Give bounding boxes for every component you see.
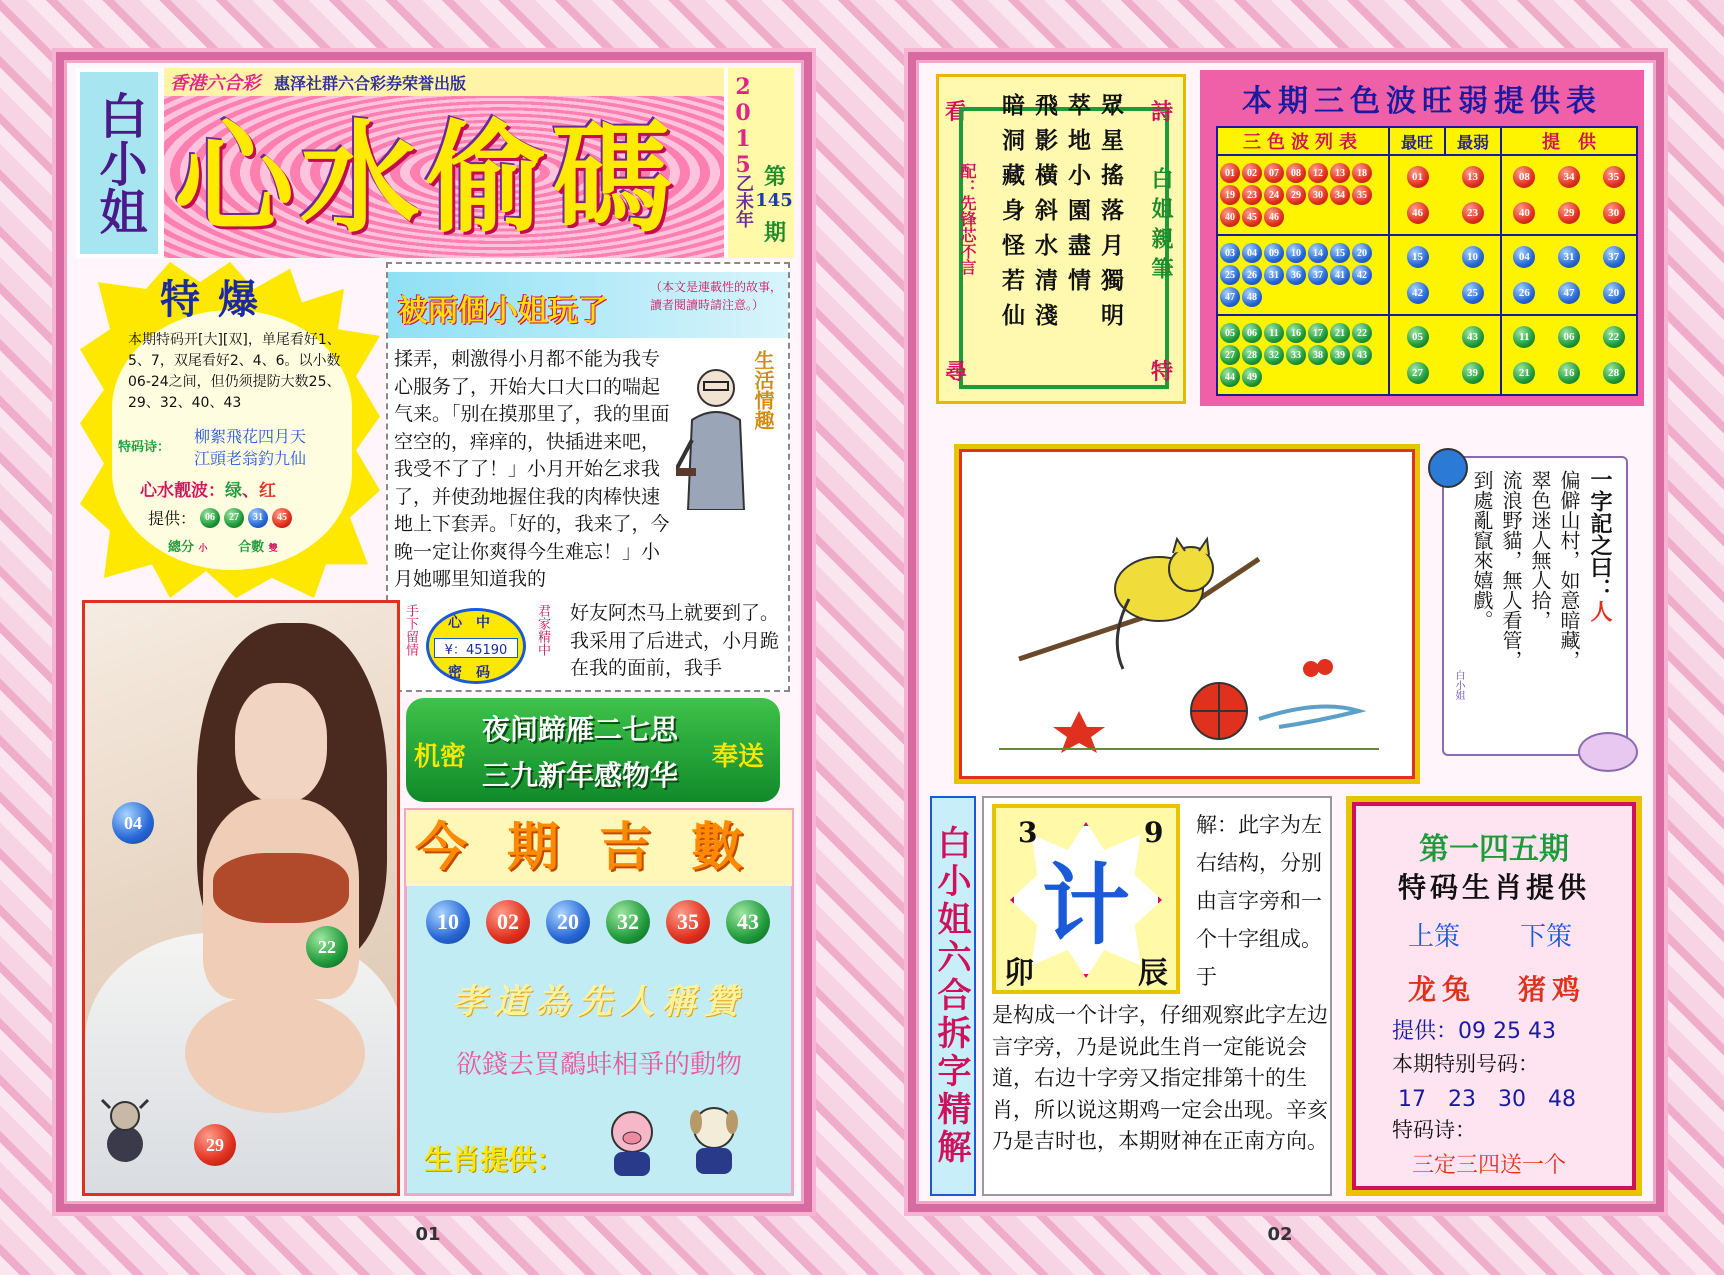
tebao-wave-red: 红	[259, 481, 276, 501]
wave-ball: 16	[1558, 362, 1580, 384]
chaizi-char: 计	[1041, 853, 1130, 957]
stamp-bottom: 密码	[448, 665, 504, 681]
story-para2: 好友阿杰马上就要到了。我采用了后进式，小月跪在我的面前，我手	[570, 602, 780, 679]
wave-ball: 47	[1558, 282, 1580, 304]
story-header	[388, 272, 788, 338]
jishu-ball: 10	[426, 900, 470, 944]
poem-top-left: 看	[945, 99, 968, 125]
zodiac-poem-label: 特码诗：	[1392, 1118, 1476, 1142]
wave-nums	[1220, 163, 1386, 227]
poem-box	[936, 74, 1186, 404]
wave-ball: 35	[1603, 166, 1625, 188]
scroll-answer: 人	[1587, 600, 1613, 622]
masthead-issue-prefix: 第	[763, 164, 786, 190]
chaizi-char-box	[992, 804, 1180, 994]
masthead-date-box	[728, 68, 794, 258]
wave-ball: 21	[1513, 362, 1535, 384]
scroll-line: 到處亂竄來嬉戲。	[1470, 470, 1494, 630]
tebao-ball: 06	[200, 508, 220, 528]
wave-row-green	[1217, 315, 1637, 395]
poem-bottom-right: 特	[1151, 359, 1174, 385]
wave-ball: 29	[1286, 185, 1306, 205]
photo-ball: 22	[306, 926, 348, 968]
wave-ball: 43	[1352, 345, 1372, 365]
tebao-wave-label: 心水靓波：	[140, 481, 225, 501]
wave-ball: 27	[1407, 362, 1429, 384]
wave-ball: 46	[1264, 207, 1284, 227]
wave-ball: 06	[1242, 323, 1262, 343]
poem-top-right: 詩	[1151, 99, 1174, 125]
zodiac-box	[1346, 796, 1642, 1196]
tebao-wave-green: 绿	[225, 481, 242, 501]
tebao-sum-label1: 總分	[168, 540, 195, 555]
zodiac-lower: 猪鸡	[1518, 973, 1587, 1006]
masthead-year-label: 乙未年	[733, 174, 754, 228]
wave-ball: 49	[1242, 367, 1262, 387]
wave-header: 最旺	[1389, 127, 1445, 155]
wave-ball: 19	[1220, 185, 1240, 205]
tebao-poem-line2: 江頭老翁釣九仙	[194, 449, 307, 468]
pig-icon	[602, 1108, 662, 1178]
masthead-topline-left: 香港六合彩	[170, 73, 260, 94]
jishu-ball: 32	[606, 900, 650, 944]
wave-ball: 35	[1352, 185, 1372, 205]
wave-ball: 20	[1352, 243, 1372, 263]
wave-ball: 22	[1352, 323, 1372, 343]
wave-ball: 34	[1330, 185, 1350, 205]
wave-ball: 23	[1462, 202, 1484, 224]
wave-ball: 26	[1513, 282, 1535, 304]
scroll-roll-top	[1428, 448, 1468, 488]
poem-bottom-left: 尋	[945, 359, 968, 385]
wave-ball: 15	[1407, 246, 1429, 268]
wave-ball: 03	[1220, 243, 1240, 263]
story-side-tag: 生活情趣	[751, 350, 775, 430]
green-banner	[406, 698, 780, 802]
chaizi-side-title: 白小姐六合拆字精解	[930, 796, 976, 1196]
wave-ball: 18	[1352, 163, 1372, 183]
photo-leg	[185, 993, 365, 1113]
masthead-issue-suffix: 期	[763, 220, 786, 246]
wave-ball: 08	[1286, 163, 1306, 183]
masthead-title: 心水偷碼	[174, 108, 678, 249]
wave-ball: 34	[1558, 166, 1580, 188]
masthead-year: 2015	[730, 74, 756, 178]
wave-header: 提 供	[1501, 127, 1637, 155]
wave-header: 三色波列表	[1217, 127, 1389, 155]
zodiac-lower-label: 下策	[1520, 922, 1573, 952]
wave-give	[1502, 166, 1636, 224]
photo-ball: 29	[194, 1124, 236, 1166]
chaizi-bottom-right: 辰	[1138, 956, 1168, 991]
wave-ball: 22	[1603, 326, 1625, 348]
scroll-lines	[1472, 470, 1584, 710]
stamp-left: 手下留情	[403, 604, 418, 656]
photo-ball: 04	[112, 802, 154, 844]
wave-row-blue	[1217, 235, 1637, 315]
wave-ball: 37	[1308, 265, 1328, 285]
wave-ball: 30	[1603, 202, 1625, 224]
story-title: 被兩個小姐玩了	[398, 294, 608, 329]
wave-ball: 10	[1462, 246, 1484, 268]
tebao-text: 本期特码开[大][双]，单尾看好1、5、7，双尾看好2、4、6。以小数06-24之间，但仍须提防大数25、29、32、40、43	[128, 332, 341, 411]
jishu-title: 今期吉數	[406, 810, 792, 886]
tebao-wave: 心水靓波：绿、红	[140, 481, 276, 501]
poem-side-right: 白姐親筆	[1148, 167, 1174, 287]
green-banner-line2: 三九新年感物华	[482, 759, 679, 792]
scroll-title	[1588, 468, 1616, 638]
poem-column: 暗洞藏身怪若仙	[998, 93, 1025, 338]
tebao-sum-label2: 合數	[238, 540, 265, 555]
wave-ball: 13	[1462, 166, 1484, 188]
zodiac-poem: 三定三四送一个	[1412, 1153, 1567, 1178]
wave-ball: 41	[1330, 265, 1350, 285]
wave-give	[1502, 326, 1636, 384]
wave-ball: 27	[1220, 345, 1240, 365]
wave-ball: 48	[1242, 287, 1262, 307]
chaizi-text-right: 解：此字为左右结构，分别由言字旁和一个十字组成。于	[1196, 813, 1322, 989]
tebao-ball: 31	[248, 508, 268, 528]
wave-ball: 40	[1513, 202, 1535, 224]
wave-table-panel	[1200, 70, 1644, 406]
wave-ball: 33	[1286, 345, 1306, 365]
zodiac-special-label: 本期特别号码：	[1392, 1052, 1539, 1076]
wave-ball: 07	[1264, 163, 1284, 183]
page-number-right: 02	[1267, 1224, 1293, 1245]
wave-ball: 11	[1513, 326, 1535, 348]
wave-ball: 01	[1407, 166, 1429, 188]
tebao-provide-label: 提供：	[148, 509, 197, 528]
zodiac-title: 第一四五期	[1419, 832, 1569, 867]
wave-ball: 24	[1264, 185, 1284, 205]
masthead-side-name: 白小姐	[80, 72, 158, 254]
wave-ball: 47	[1220, 287, 1240, 307]
wave-ball: 20	[1603, 282, 1625, 304]
green-banner-left: 机密	[414, 742, 467, 772]
wave-ball: 15	[1330, 243, 1350, 263]
wave-table-title: 本期三色波旺弱提供表	[1242, 84, 1602, 119]
jishu-ball: 02	[486, 900, 530, 944]
wave-header: 最弱	[1445, 127, 1501, 155]
tebao-poem-line1: 柳絮飛花四月天	[194, 427, 307, 446]
masthead-issue-no: 145	[755, 190, 793, 211]
green-banner-line1: 夜间蹄雁二七思	[482, 713, 679, 746]
wave-ball: 05	[1220, 323, 1240, 343]
wave-ball: 28	[1242, 345, 1262, 365]
wave-table	[1216, 126, 1638, 396]
page-number-left: 01	[415, 1224, 441, 1245]
photo-swimsuit	[213, 853, 349, 923]
zodiac-special-nums: 17 23 30 48	[1398, 1087, 1576, 1112]
wave-ball: 30	[1308, 185, 1328, 205]
scroll-roll-bottom	[1578, 732, 1638, 772]
wave-ball: 39	[1462, 362, 1484, 384]
jishu-ball: 35	[666, 900, 710, 944]
zodiac-provide: 提供：09 25 43	[1392, 1019, 1556, 1044]
tebao-ball: 27	[224, 508, 244, 528]
wave-ball: 31	[1558, 246, 1580, 268]
jishu-zodiac-label: 生肖提供：	[424, 1143, 565, 1176]
wave-ball: 40	[1220, 207, 1240, 227]
scroll-line: 偏僻山村，如意暗藏，	[1557, 470, 1581, 670]
wave-ball: 32	[1264, 345, 1284, 365]
wave-ball: 25	[1462, 282, 1484, 304]
wave-ball: 39	[1330, 345, 1350, 365]
stamp	[400, 604, 558, 690]
jishu-line2: 欲錢去買鷸蚌相爭的動物	[455, 1050, 742, 1080]
tebao-sum-small: 小	[198, 544, 208, 554]
wave-ball: 09	[1264, 243, 1284, 263]
wave-ball: 04	[1513, 246, 1535, 268]
chaizi-num-left: 3	[1018, 816, 1038, 849]
wave-ball: 46	[1407, 202, 1429, 224]
wave-ball: 17	[1308, 323, 1328, 343]
story-illustration	[676, 360, 756, 510]
scroll-line: 流浪野貓，無人看管，	[1499, 470, 1523, 670]
wave-ball: 02	[1242, 163, 1262, 183]
chaizi-bottom-left: 卯	[1004, 956, 1034, 991]
wave-ball: 44	[1220, 367, 1240, 387]
tebao-poem-label: 特码诗：	[118, 440, 171, 455]
wave-give	[1502, 246, 1636, 304]
wave-ball: 28	[1603, 362, 1625, 384]
tebao-title: 特爆	[160, 276, 276, 323]
masthead-topline-right: 惠泽社群六合彩券荣誉出版	[274, 73, 467, 93]
wave-maxmin	[1390, 326, 1500, 384]
scroll-sign: 白小姐	[1453, 670, 1464, 700]
scroll-line: 翠色迷人無人拾，	[1528, 470, 1552, 630]
tebao-provide	[148, 506, 292, 529]
wave-ball: 38	[1308, 345, 1328, 365]
tebao-ball: 45	[272, 508, 292, 528]
wave-ball: 36	[1286, 265, 1306, 285]
poem-left-col: 配：先锋芯不言	[958, 163, 977, 275]
wave-ball: 21	[1330, 323, 1350, 343]
wave-ball: 05	[1407, 326, 1429, 348]
ox-icon	[100, 1094, 150, 1164]
green-banner-right: 奉送	[712, 742, 765, 772]
zodiac-subtitle: 特码生肖提供	[1397, 871, 1590, 904]
wave-ball: 14	[1308, 243, 1328, 263]
wave-ball: 29	[1558, 202, 1580, 224]
wave-ball: 06	[1558, 326, 1580, 348]
wave-ball: 01	[1220, 163, 1240, 183]
jishu-ball: 43	[726, 900, 770, 944]
wave-ball: 23	[1242, 185, 1262, 205]
poem-column: 萃地小園盡情	[1064, 93, 1091, 303]
wave-ball: 37	[1603, 246, 1625, 268]
wave-maxmin	[1390, 166, 1500, 224]
wave-ball: 25	[1220, 265, 1240, 285]
wave-ball: 12	[1308, 163, 1328, 183]
wave-ball: 13	[1330, 163, 1350, 183]
jishu-ball: 20	[546, 900, 590, 944]
story-note: （本文是連載性的故事，讀者閱讀時請注意。）	[650, 280, 783, 312]
jishu-balls	[426, 900, 786, 944]
wave-ball: 26	[1242, 265, 1262, 285]
chaizi-text-bottom: 是构成一个计字，仔细观察此字左边言字旁，乃是说此生肖一定能说会道，右边十字旁又指定排第十的生肖，所以说这期鸡一定会出现。辛亥乃是吉时也，本期财神在正南方向。	[992, 1003, 1328, 1153]
tebao-sum	[168, 536, 328, 555]
masthead-topline	[164, 68, 724, 96]
photo-face	[235, 683, 327, 803]
stamp-right: 君家精中	[535, 604, 550, 656]
wave-ball: 11	[1264, 323, 1284, 343]
wave-ball: 42	[1407, 282, 1429, 304]
chaizi-num-right: 9	[1144, 816, 1164, 849]
wave-ball: 10	[1286, 243, 1306, 263]
scroll-title-text: 一字記之曰：	[1587, 468, 1613, 600]
zodiac-upper-label: 上策	[1408, 922, 1461, 952]
scroll-panel	[1428, 448, 1640, 776]
wave-ball: 04	[1242, 243, 1262, 263]
wave-ball: 43	[1462, 326, 1484, 348]
wave-nums	[1220, 323, 1386, 387]
cat-picture	[954, 444, 1420, 784]
wave-ball: 45	[1242, 207, 1262, 227]
stamp-amount: ¥：45190	[434, 638, 518, 658]
wave-ball: 08	[1513, 166, 1535, 188]
jishu-line1: 孝道為先人稱贊	[452, 982, 746, 1022]
poem-column: 眾星搖落月獨明	[1097, 93, 1124, 338]
wave-ball: 16	[1286, 323, 1306, 343]
zodiac-upper: 龙兔	[1408, 973, 1477, 1006]
wave-maxmin	[1390, 246, 1500, 304]
poem-columns	[998, 93, 1127, 383]
tebao-sum-double: 雙	[268, 544, 278, 554]
wave-ball: 31	[1264, 265, 1284, 285]
masthead	[76, 68, 794, 258]
stamp-top: 心中	[448, 615, 504, 631]
story-para1: 揉弄，刺激得小月都不能为我专心服务了，开始大口大口的喘起气来。「别在摸那里了，我的里面空空的，痒痒的，快插进来吧，我受不了了！」小月开始乞求我了，并使劲地握住我的肉棒快速地上下套弄。「好的，我来了，今晚一定让你爽得今生难忘！」小月她哪里知道我的	[394, 348, 670, 590]
masthead-banner	[164, 68, 724, 258]
wave-nums	[1220, 243, 1386, 307]
dog-icon	[684, 1104, 744, 1176]
poem-column: 飛影橫斜水清淺	[1031, 93, 1058, 338]
wave-row-red	[1217, 155, 1637, 235]
wave-ball: 42	[1352, 265, 1372, 285]
